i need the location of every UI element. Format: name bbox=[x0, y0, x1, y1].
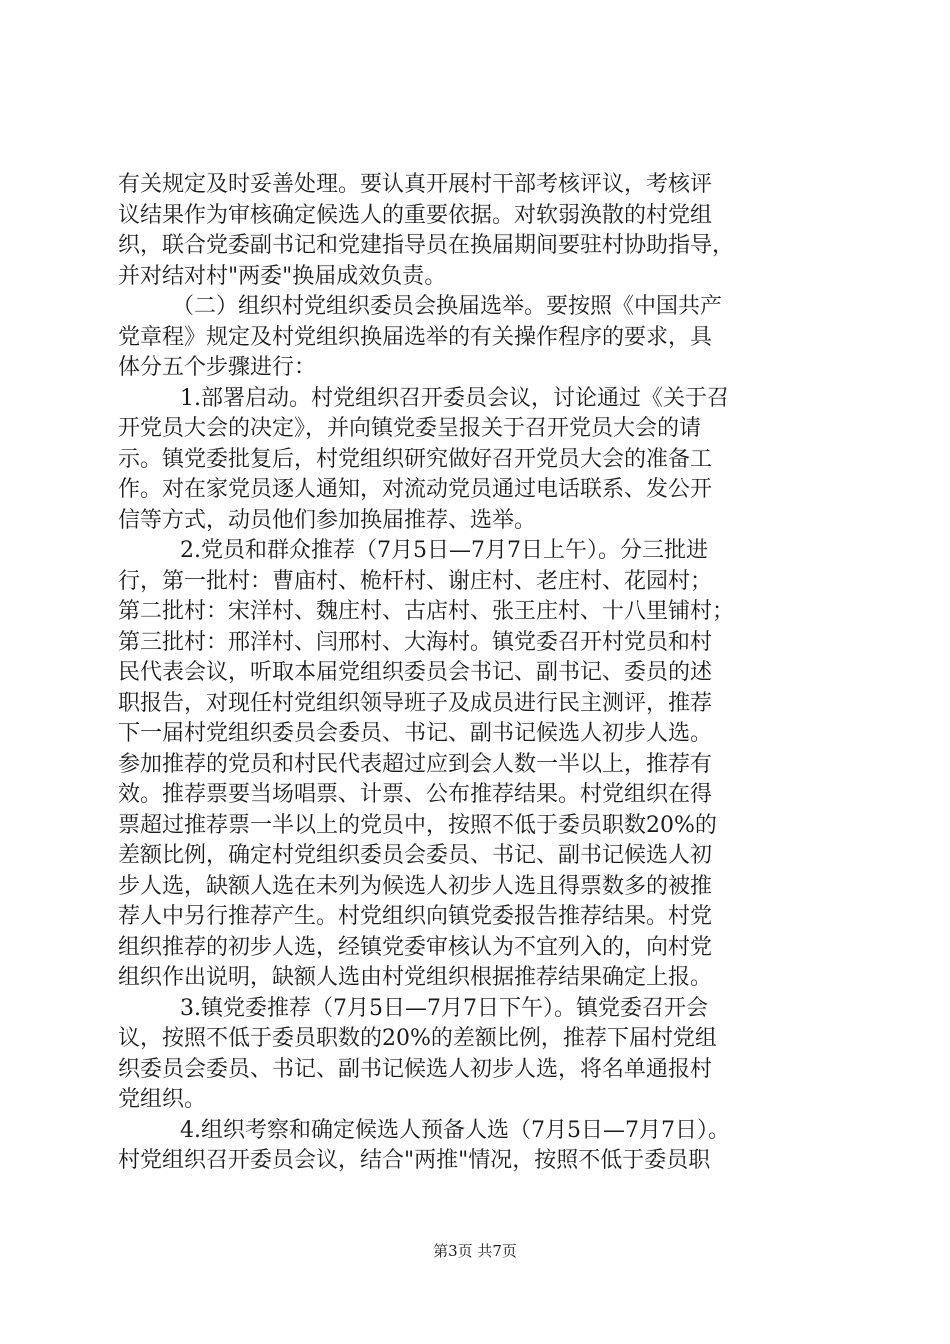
text-line: 效。推荐票要当场唱票、计票、公布推荐结果。村党组织在得 bbox=[118, 782, 713, 807]
text-line: 差额比例，确定村党组织委员会委员、书记、副书记候选人初 bbox=[118, 843, 713, 868]
text-line: 信等方式，动员他们参加换届推荐、选举。 bbox=[118, 507, 537, 533]
text-line: 下一届村党组织委员会委员、书记、副书记候选人初步人选。 bbox=[118, 721, 713, 746]
text-line: 有关规定及时妥善处理。要认真开展村干部考核评议，考核评 bbox=[118, 172, 713, 197]
text-line: 参加推荐的党员和村民代表超过应到会人数一半以上，推荐有 bbox=[118, 751, 713, 777]
text-line: 并对结对村"两委"换届成效负责。 bbox=[118, 263, 447, 289]
text-line: 票超过推荐票一半以上的党员中，按照不低于委员职数20%的 bbox=[118, 812, 717, 838]
text-line: 3.镇党委推荐（7月5日—7月7日下午）。镇党委召开会 bbox=[180, 995, 708, 1021]
text-line: 行，第一批村：曹庙村、桅杆村、谢庄村、老庄村、花园村； bbox=[118, 568, 713, 594]
text-line: 第二批村：宋洋村、魏庄村、古店村、张王庄村、十八里铺村； bbox=[118, 599, 735, 624]
text-line: 议结果作为审核确定候选人的重要依据。对软弱涣散的村党组 bbox=[118, 202, 713, 228]
text-line: 作。对在家党员逐人通知，对流动党员通过电话联系、发公开 bbox=[118, 477, 713, 502]
text-line: 2.党员和群众推荐（7月5日—7月7日上午）。分三批进 bbox=[180, 538, 708, 563]
text-line: 组织作出说明，缺额人选由村党组织根据推荐结果确定上报。 bbox=[118, 965, 713, 990]
text-line: 步人选，缺额人选在未列为候选人初步人选且得票数多的被推 bbox=[118, 873, 713, 899]
text-line: 示。镇党委批复后，村党组织研究做好召开党员大会的准备工 bbox=[118, 446, 713, 472]
document-body bbox=[118, 170, 834, 1177]
text-line: 民代表会议，听取本届党组织委员会书记、副书记、委员的述 bbox=[118, 660, 713, 685]
text-line: 职报告，对现任村党组织领导班子及成员进行民主测评，推荐 bbox=[118, 690, 713, 716]
text-line: 荐人中另行推荐产生。村党组织向镇党委报告推荐结果。村党 bbox=[118, 904, 713, 929]
text-line: （二）组织村党组织委员会换届选举。要按照《中国共产 bbox=[172, 294, 723, 319]
text-line: 开党员大会的决定》，并向镇党委呈报关于召开党员大会的请 bbox=[118, 416, 702, 441]
text-line: 体分五个步骤进行： bbox=[118, 355, 317, 380]
text-line: 党章程》规定及村党组织换届选举的有关操作程序的要求，具 bbox=[118, 324, 713, 350]
text-line: 议，按照不低于委员职数的20%的差额比例，推荐下届村党组 bbox=[118, 1026, 717, 1051]
text-line: 织，联合党委副书记和党建指导员在换届期间要驻村协助指导， bbox=[118, 233, 735, 258]
text-line: 组织推荐的初步人选，经镇党委审核认为不宜列入的，向村党 bbox=[118, 934, 713, 960]
text-line: 4.组织考察和确定候选人预备人选（7月5日—7月7日）。 bbox=[180, 1117, 730, 1143]
text-line: 村党组织召开委员会议，结合"两推"情况，按照不低于委员职 bbox=[118, 1148, 711, 1173]
page-footer: 第3页 共7页 bbox=[433, 1242, 517, 1260]
text-line: 党组织。 bbox=[118, 1087, 207, 1112]
text-line: 1.部署启动。村党组织召开委员会议，讨论通过《关于召 bbox=[180, 385, 729, 411]
text-line: 织委员会委员、书记、副书记候选人初步人选，将名单通报村 bbox=[118, 1056, 713, 1082]
text-line: 第三批村：邢洋村、闫邢村、大海村。镇党委召开村党员和村 bbox=[118, 629, 713, 655]
